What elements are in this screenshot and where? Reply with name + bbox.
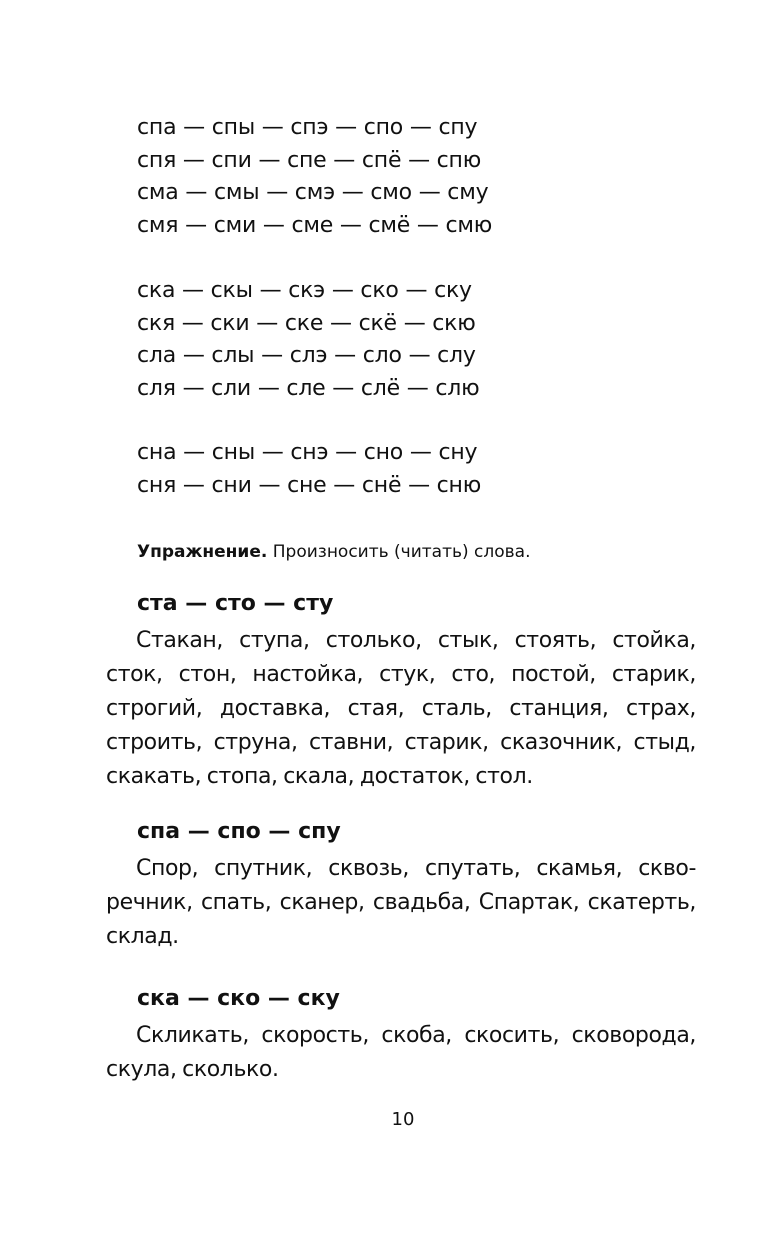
syllable-row: сна — сны — снэ — сно — сну xyxy=(137,440,478,465)
exercise-instruction xyxy=(137,538,531,566)
syllable-block-3 xyxy=(137,437,481,502)
exercise-text: Произносить (читать) слова. xyxy=(272,542,531,562)
paragraph-line: скакать, стопа, скала, достаток, стол. xyxy=(106,764,533,789)
paragraph-line: Спор, спутник, сквозь, спутать, скамья, скво- xyxy=(136,856,696,881)
syllable-row: смя — сми — сме — смё — смю xyxy=(137,212,493,238)
syllable-row: спа — спы — спэ — спо — спу xyxy=(137,115,478,140)
word-list-paragraph xyxy=(106,624,696,794)
syllable-row: спя — спи — спе — спё — спю xyxy=(137,147,482,173)
paragraph-line: строгий, доставка, стая, сталь, станция, страх, xyxy=(106,696,696,721)
syllable-block-2 xyxy=(137,275,479,405)
paragraph-line: речник, спать, сканер, свадьба, Спартак, скатерть, xyxy=(106,890,696,915)
section-heading: ска — ско — ску xyxy=(137,986,340,1011)
page-number: 10 xyxy=(391,1109,415,1130)
paragraph-line: строить, струна, ставни, старик, сказочник, стыд, xyxy=(106,730,696,755)
syllable-row: скя — ски — ске — скё — скю xyxy=(137,310,476,336)
paragraph-line: склад. xyxy=(106,924,179,949)
section-heading: спа — спо — спу xyxy=(137,819,341,844)
syllable-row: сля — сли — сле — слё — слю xyxy=(137,375,480,401)
paragraph-line: Скликать, скорость, скоба, скосить, сковорода, xyxy=(136,1023,696,1048)
word-list-paragraph xyxy=(106,1019,696,1087)
syllable-row: сла — слы — слэ — сло — слу xyxy=(137,343,476,368)
exercise-label: Упражнение. xyxy=(137,542,268,562)
paragraph-line: Стакан, ступа, столько, стык, стоять, стойка, xyxy=(136,628,696,653)
syllable-row: сма — смы — смэ — смо — сму xyxy=(137,180,489,205)
syllable-row: сня — сни — сне — снё — сню xyxy=(137,472,482,498)
word-list-paragraph xyxy=(106,852,696,954)
section-heading: ста — сто — сту xyxy=(137,591,334,616)
syllable-row: ска — скы — скэ — ско — ску xyxy=(137,278,472,303)
paragraph-line: скула, сколько. xyxy=(106,1057,279,1082)
syllable-block-1 xyxy=(137,112,492,242)
paragraph-line: сток, стон, настойка, стук, сто, постой, старик, xyxy=(106,662,696,687)
